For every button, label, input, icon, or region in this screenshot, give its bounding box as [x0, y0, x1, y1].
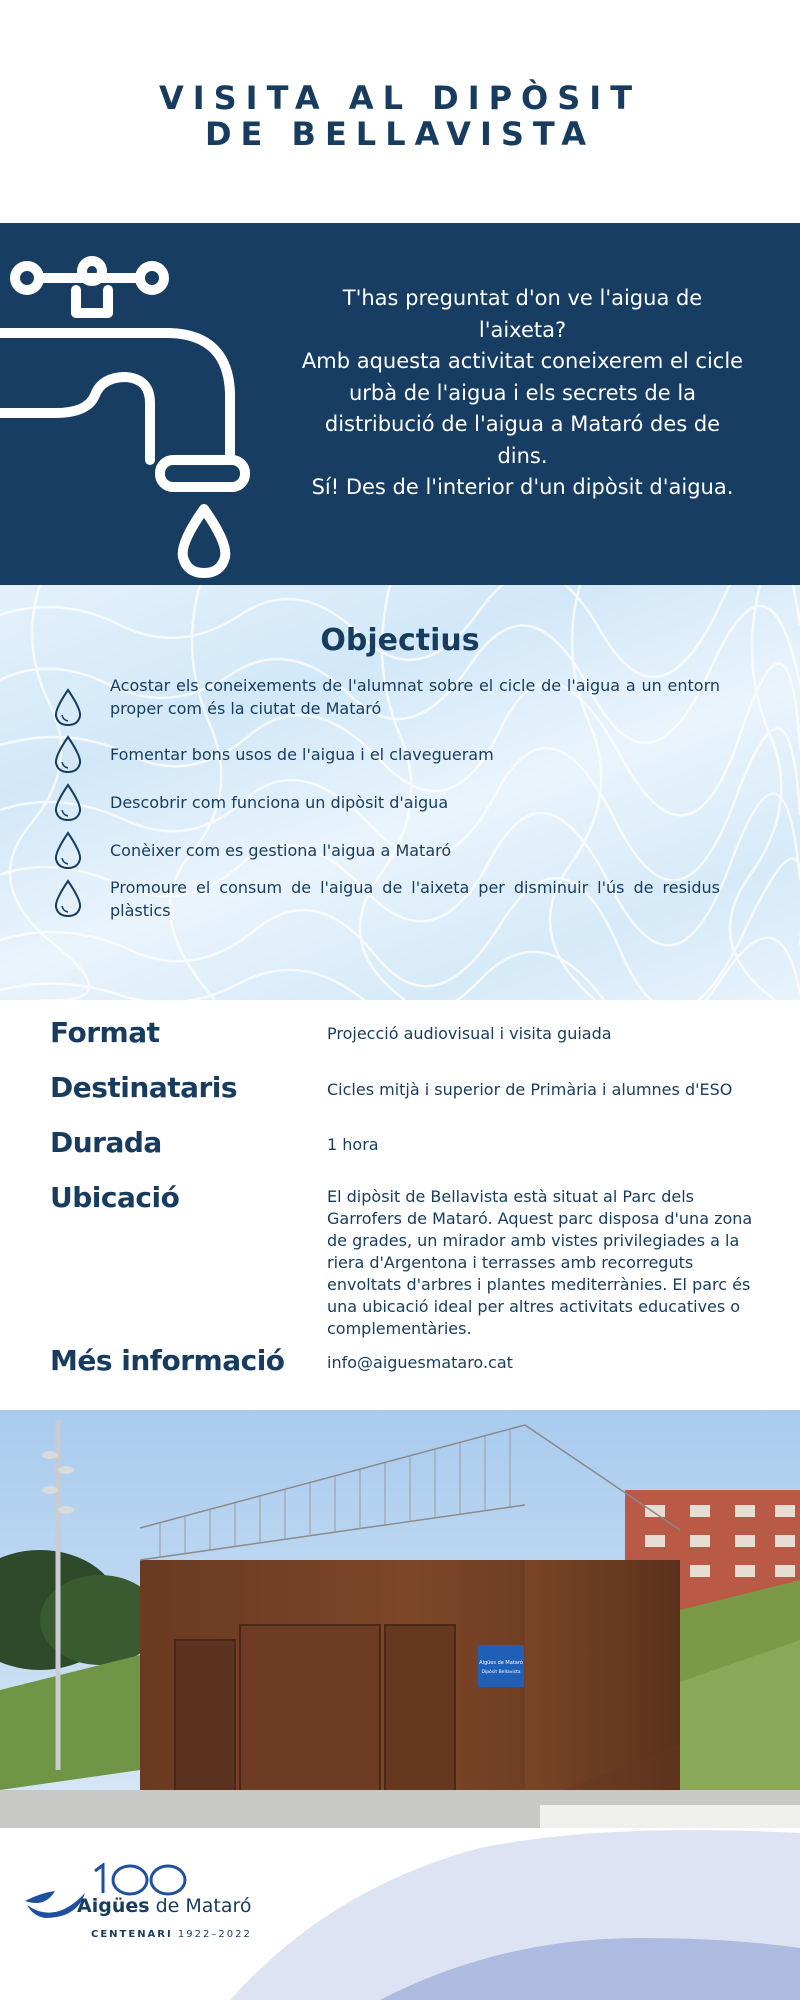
centenary-label: CENTENARI — [91, 1929, 173, 1940]
intro-line: Sí! Des de l'interior d'un dipòsit d'aigua. — [311, 475, 734, 499]
intro-line: T'has preguntat d'on ve l'aigua de — [342, 286, 703, 310]
objectives-title: Objectius — [320, 623, 480, 658]
header — [0, 0, 800, 223]
page-title-line-2: DE BELLAVISTA — [204, 115, 595, 153]
water-drop-icon — [53, 734, 83, 774]
page-title-line-1: VISITA AL DIPÒSIT — [158, 79, 642, 117]
sign-line-2: Dipòsit Bellavista — [481, 1670, 521, 1675]
objective-text: Promoure el consum de l'aigua de l'aixeta per disminuir l'ús de residus plàstics — [110, 878, 720, 920]
duration-label: Durada — [50, 1126, 162, 1159]
audience-value: Cicles mitjà i superior de Primària i alumnes d'ESO — [327, 1080, 733, 1099]
objective-text: Acostar els coneixements de l'alumnat sobre el cicle de l'aigua a un entorn proper com és la ciutat de Mataró — [110, 676, 720, 718]
intro-line: urbà de l'aigua i els secrets de la — [348, 380, 697, 405]
sign-line-1: Aigües de Mataró — [479, 1660, 523, 1666]
page-title — [0, 80, 800, 152]
water-drop-icon — [53, 687, 83, 727]
email-link[interactable]: info@aiguesmataro.cat — [327, 1353, 513, 1372]
intro-text — [285, 283, 760, 504]
objective-text: Fomentar bons usos de l'aigua i el clavegueram — [110, 745, 494, 764]
intro-line: l'aixeta? — [478, 317, 567, 342]
format-value: Projecció audiovisual i visita guiada — [327, 1024, 612, 1043]
water-drop-icon — [53, 830, 83, 870]
details-section — [0, 1000, 800, 1410]
water-drop-icon — [53, 878, 83, 918]
logo-brand-rest: de Mataró — [149, 1895, 252, 1917]
format-label: Format — [50, 1016, 160, 1049]
intro-line: distribució de l'aigua a Mataró des de — [324, 412, 721, 436]
reservoir-photo — [0, 1410, 800, 1828]
objective-text: Conèixer com es gestiona l'aigua a Mataró — [110, 841, 452, 860]
logo-brand-bold: Aigües — [77, 1895, 150, 1917]
logo-number: 100 — [25, 1863, 27, 1864]
objectives-section — [0, 585, 800, 1000]
audience-label: Destinataris — [50, 1071, 238, 1104]
more-info-label: Més informació — [50, 1344, 285, 1377]
reservoir-building-illustration — [0, 1410, 800, 1828]
duration-value: 1 hora — [327, 1135, 379, 1154]
intro-section — [0, 223, 800, 585]
intro-line: dins. — [497, 443, 548, 468]
footer — [0, 1828, 800, 2000]
centenary-years: 1922–2022 — [172, 1929, 252, 1940]
water-tap-icon — [0, 223, 280, 585]
water-drop-icon — [53, 782, 83, 822]
aigues-de-mataro-logo — [25, 1863, 255, 1958]
logo-centenary — [91, 1929, 252, 1940]
location-value: El dipòsit de Bellavista està situat al Parc dels Garrofers de Mataró. Aquest parc disposa d'una zona de grades, un mirador amb vistes privilegiades a la riera d'Argentona i terrasses amb recorreguts envoltats d'arbres i plantes mediterrànies. El parc és una ubicació ideal per altres activitats educatives o complementàries. — [327, 1187, 753, 1338]
location-label: Ubicació — [50, 1181, 180, 1214]
logo-brand — [77, 1895, 252, 1917]
intro-line: Amb aquesta activitat coneixerem el cicle — [301, 349, 744, 373]
objective-text: Descobrir com funciona un dipòsit d'aigua — [110, 793, 449, 812]
